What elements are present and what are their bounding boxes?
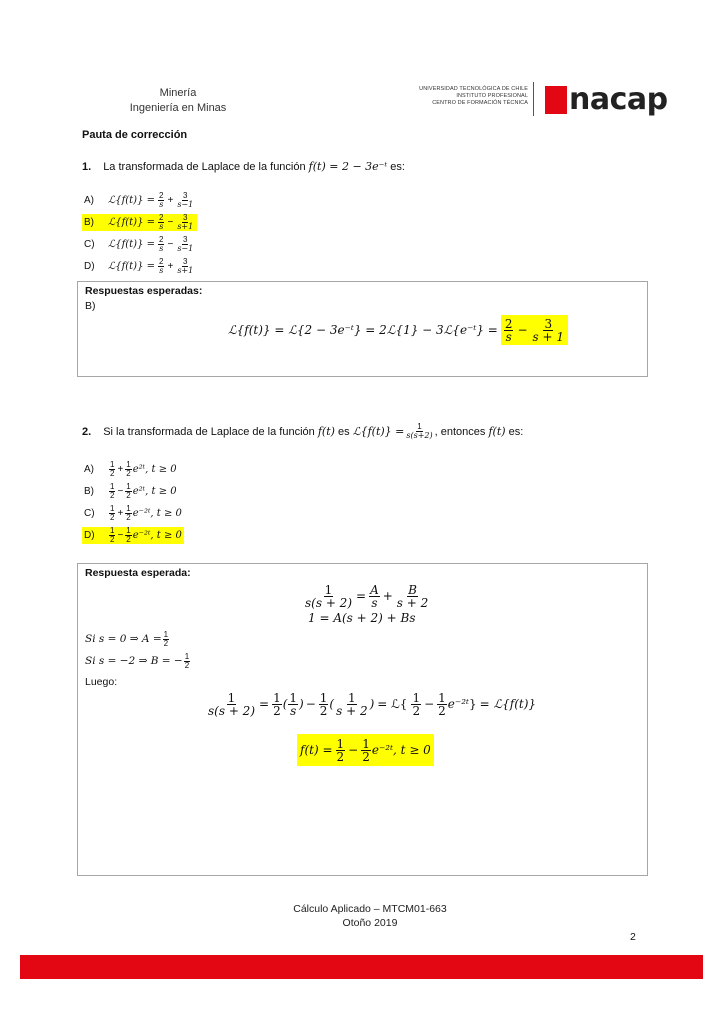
answer-box-1 [77,281,648,377]
option-num1: 2 [159,256,164,266]
question-2-suffix: , entonces [434,425,486,438]
question-1-suffix: es: [390,161,405,173]
question-1-option [82,258,197,274]
option-num2: 3 [183,190,188,200]
question-2-option [82,503,184,523]
option-lhs: ℒ{f(t)} = [108,238,156,250]
option-den1: s [159,221,164,231]
question-2-suffix2: es: [508,425,524,438]
case1-num: 1 [163,629,169,639]
eq1-A: A [370,582,379,597]
option-num2: 3 [183,234,188,244]
option-half-den: 2 [110,512,115,522]
option-half-den2: 2 [126,534,131,544]
option-label: A) [84,463,94,475]
inacap-logo [545,83,668,117]
answer-1-equation [228,315,568,345]
eq1-den: s(s + 2) [305,595,352,610]
option-num2: 3 [183,212,188,222]
logo-separator [533,82,534,116]
eq1-B: B [408,582,417,597]
option-op: + [167,194,174,206]
final-lhs: f(t) = [300,743,333,757]
option-den1: s [159,199,164,209]
section-title: Pauta de corrección [82,129,188,141]
answer-2-eq1: $\frac{1}{s(s + 2)}$ = $\frac{A}{s}$ + $\frac{B}{s + 2}$ [305,582,429,610]
answer-1-num2: 3 [544,316,553,331]
final-tail: e⁻²ᵗ, t ≥ 0 [371,743,431,757]
question-2-laplace: ℒ{f(t)} = [352,425,405,438]
option-half-den: 2 [110,534,115,544]
answer-2-title: Respuesta esperada: [85,567,191,579]
eq1-s: s [371,595,378,610]
option-num1: 2 [159,212,164,222]
option-den2: s+1 [177,221,194,231]
answer-2-final: f(t) = $\frac{1}{2}$ − $\frac{1}{2}$ e⁻²ᵗ, t ≥ 0 [297,734,434,766]
question-2-func2: f(t) [488,425,506,438]
footer-red-bar [20,955,703,979]
uni-line-3: CENTRO DE FORMACIÓN TÉCNICA [432,100,528,106]
option-op: − [117,529,124,541]
footer-course: Cálculo Aplicado – MTCM01-663 [293,903,447,915]
case1-den: 2 [163,638,169,648]
option-op: − [167,238,174,250]
logo-text: nacap [569,82,668,117]
question-2-option [82,459,179,479]
uni-line-1: UNIVERSIDAD TECNOLÓGICA DE CHILE [419,86,528,92]
answer-1-den1: s [505,329,512,344]
answer-1-eq-text: ℒ{f(t)} = ℒ{2 − 3e⁻ᵗ} = 2ℒ{1} − 3ℒ{e⁻ᵗ} = [228,323,498,337]
option-half-den2: 2 [126,490,131,500]
answer-2-eq3: $\frac{1}{s(s + 2)}$ = $\frac{1}{2}$ ( $\frac{1}{s}$ ) − $\frac{1}{2}$ ( $\frac{1}{s + 2}$ ) = ℒ{ $\frac{1}{2}$ − $\frac{1}{2}$ e⁻²ᵗ } = ℒ{f(t)} [208,690,537,718]
answer-1-letter: B) [85,300,96,312]
answer-box-2 [77,563,648,876]
answer-2-case2 [85,650,191,672]
answer-1-op: − [517,323,528,337]
option-half-num: 1 [110,459,115,469]
question-1 [82,160,405,173]
option-op: + [167,260,174,272]
header-career: Ingeniería en Minas [129,102,227,114]
question-1-number: 1. [82,161,92,173]
option-half-num: 1 [110,481,115,491]
eq1-s2: s + 2 [396,595,429,610]
answer-1-result [501,315,568,345]
option-label: C) [84,238,95,250]
case2-text: Si s = −2 ⇒ B = − [85,655,183,667]
option-num1: 2 [159,190,164,200]
option-lhs: ℒ{f(t)} = [108,194,156,206]
option-den2: s+1 [177,265,194,275]
question-2-number: 2. [82,425,92,438]
answer-2-luego: Luego: [85,676,118,688]
answer-1-title: Respuestas esperadas: [85,285,203,297]
option-half-den2: 2 [126,512,131,522]
option-label: A) [84,194,94,206]
option-label: B) [84,216,94,228]
answer-2-eq2: 1 = A(s + 2) + Bs [308,611,416,625]
option-op: − [117,485,124,497]
option-op: + [117,507,124,519]
option-half-num2: 1 [126,503,131,513]
option-exp: e⁻²ᵗ, t ≥ 0 [132,507,182,519]
case1-text: Si s = 0 ⇒ A = [85,633,162,645]
option-lhs: ℒ{f(t)} = [108,216,156,228]
footer [250,902,490,930]
header-area: Minería [159,87,197,99]
option-half-num2: 1 [126,481,131,491]
case2-den: 2 [184,660,190,670]
case2-num: 1 [184,651,190,661]
option-half-num: 1 [110,503,115,513]
question-2-lt-num: 1 [417,422,422,431]
page-number: 2 [630,931,636,943]
question-2-lt-den: s(s+2) [406,431,433,440]
option-label: C) [84,507,95,519]
question-1-option [82,192,197,208]
option-exp: e⁻²ᵗ, t ≥ 0 [132,529,182,541]
option-half-num2: 1 [126,525,131,535]
header-program [118,86,238,116]
eq3-tail: = ℒ{f(t)} [479,697,537,711]
answer-1-num1: 2 [504,316,513,331]
question-2-option [82,481,179,501]
question-2 [82,423,523,440]
option-den2: s−1 [177,199,194,209]
university-lines [396,86,528,107]
option-exp: e²ᵗ, t ≥ 0 [132,463,177,475]
answer-1-den2: s + 1 [532,329,565,344]
footer-term: Otoño 2019 [342,917,398,929]
question-1-func: f(t) = 2 − 3e⁻ᵗ [308,160,388,173]
option-half-num2: 1 [126,459,131,469]
option-half-num: 1 [110,525,115,535]
option-num2: 3 [183,256,188,266]
question-2-text: Si la transformada de Laplace de la función [103,425,315,438]
option-op: + [117,463,124,475]
question-1-option [82,214,197,230]
eq1-num: 1 [324,582,333,597]
option-num1: 2 [159,234,164,244]
option-label: B) [84,485,94,497]
option-lhs: ℒ{f(t)} = [108,260,156,272]
logo-red-block [545,86,567,114]
option-half-den: 2 [110,468,115,478]
option-op: − [167,216,174,228]
option-den2: s−1 [177,243,194,253]
option-den1: s [159,265,164,275]
option-exp: e²ᵗ, t ≥ 0 [132,485,177,497]
question-1-option [82,236,197,252]
question-2-es: es [337,425,350,438]
option-den1: s [159,243,164,253]
question-2-func: f(t) [317,425,335,438]
uni-line-2: INSTITUTO PROFESIONAL [456,93,528,99]
answer-2-case1 [85,628,170,650]
option-label: D) [84,260,95,272]
option-label: D) [84,529,95,541]
option-half-den: 2 [110,490,115,500]
option-half-den2: 2 [126,468,131,478]
question-2-option [82,525,184,545]
question-1-text: La transformada de Laplace de la función [103,161,306,173]
